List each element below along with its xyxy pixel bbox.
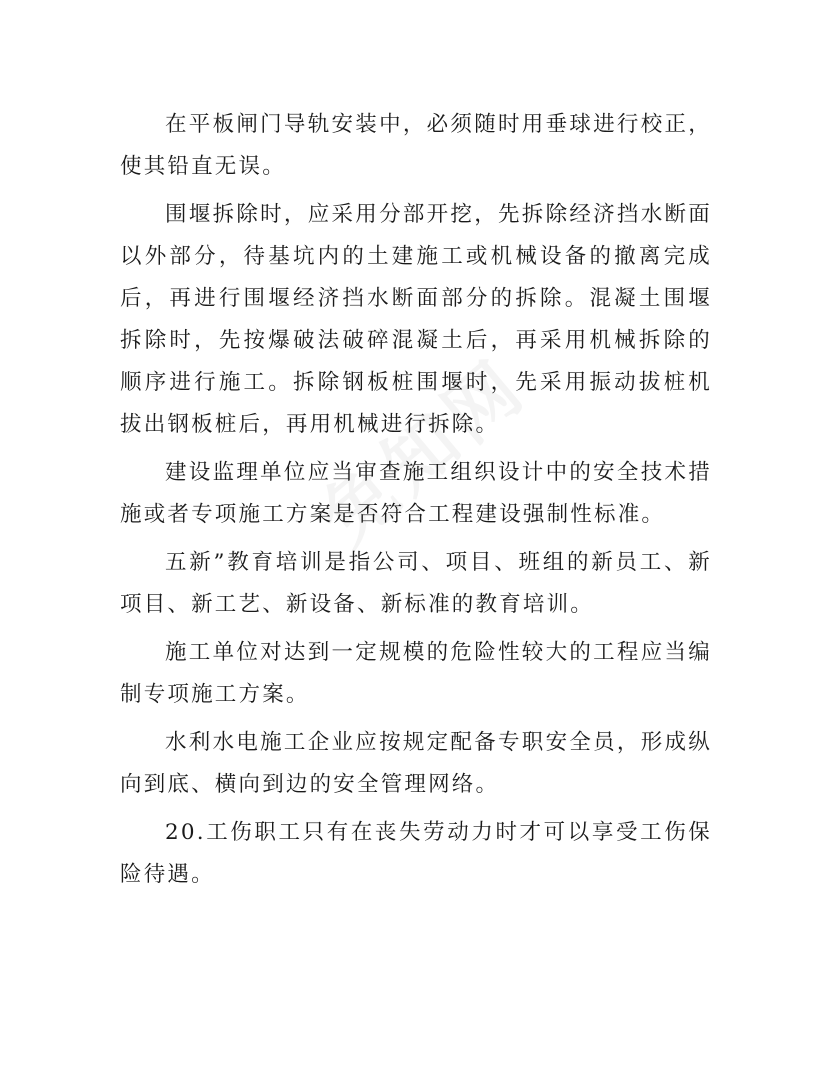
paragraph-special-plan: 施工单位对达到一定规模的危险性较大的工程应当编制专项施工方案。 — [120, 640, 712, 707]
document-body — [120, 104, 712, 902]
paragraph-supervision-review: 建设监理单位应当审查施工组织设计中的安全技术措施或者专项施工方案是否符合工程建设强制性标准。 — [120, 460, 712, 527]
paragraph-cofferdam-removal: 围堰拆除时，应采用分部开挖，先拆除经济挡水断面以外部分，待基坑内的土建施工或机械设备的撤离完成后，再进行围堰经济挡水断面部分的拆除。混凝土围堰拆除时，先按爆破法破碎混凝土后，再采用机械拆除的顺序进行施工。拆除钢板桩围堰时，先采用振动拔桩机拔出钢板桩后，再用机械进行拆除。 — [120, 202, 712, 437]
paragraph-safety-staff: 水利水电施工企业应按规定配备专职安全员，形成纵向到底、横向到边的安全管理网络。 — [120, 730, 712, 797]
paragraph-work-injury: 20.工伤职工只有在丧失劳动力时才可以享受工伤保险待遇。 — [120, 820, 712, 887]
paragraph-five-new-training: 五新”教育培训是指公司、项目、班组的新员工、新项目、新工艺、新设备、新标准的教育培训。 — [120, 550, 712, 617]
paragraph-gate-rail: 在平板闸门导轨安装中，必须随时用垂球进行校正，使其铅直无误。 — [120, 112, 712, 179]
